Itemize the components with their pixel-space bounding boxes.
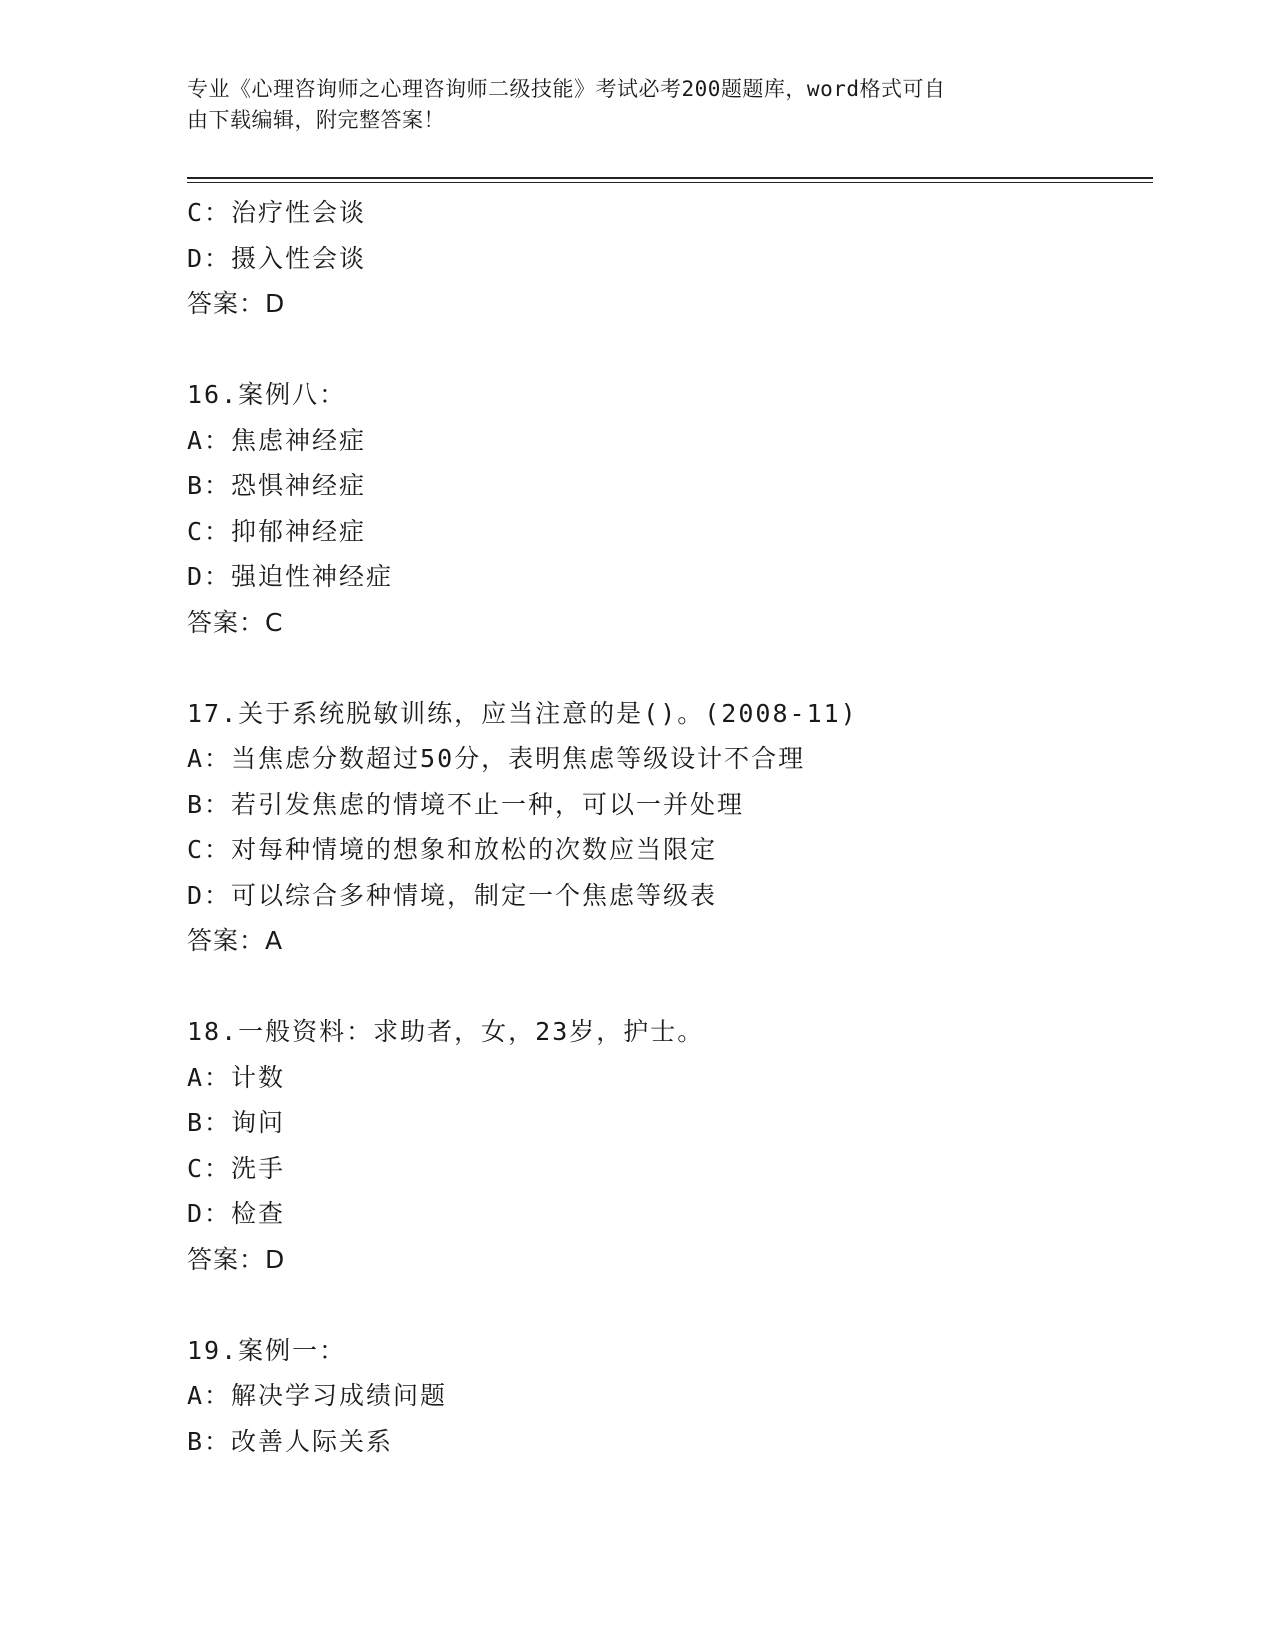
option-d: D：可以综合多种情境，制定一个焦虑等级表 [187, 880, 718, 910]
question-list [187, 190, 1127, 1464]
option-b: B：询问 [187, 1108, 286, 1137]
option-a: A：当焦虑分数超过50分，表明焦虑等级设计不合理 [187, 744, 806, 773]
option-d: D：检查 [187, 1199, 286, 1228]
question-16 [187, 372, 1127, 645]
header-line-2: 由下载编辑，附完整答案！ [187, 108, 445, 132]
option-c: C：抑郁神经症 [187, 516, 367, 546]
question-17 [187, 691, 1127, 964]
answer-line: 答案：D [187, 1244, 286, 1274]
option-a: A：焦虑神经症 [187, 425, 367, 455]
option-c: C：对每种情境的想象和放松的次数应当限定 [187, 835, 718, 864]
spacer [187, 645, 1127, 691]
spacer [187, 964, 1127, 1010]
option-c: C：治疗性会谈 [187, 198, 367, 227]
question-stem: 18.一般资料：求助者，女，23岁，护士。 [187, 1017, 705, 1046]
option-c: C：洗手 [187, 1153, 286, 1183]
option-d: D：摄入性会谈 [187, 243, 367, 273]
option-b: B：若引发焦虑的情境不止一种，可以一并处理 [187, 789, 745, 819]
option-a: A：计数 [187, 1062, 286, 1092]
header-line-1: 专业《心理咨询师之心理咨询师二级技能》考试必考200题题库，word格式可自 [187, 77, 946, 101]
option-a: A：解决学习成绩问题 [187, 1381, 448, 1410]
partial-question [187, 190, 1127, 327]
document-header [187, 74, 1067, 136]
header-divider-thin [187, 182, 1153, 183]
option-b: B：改善人际关系 [187, 1426, 394, 1456]
spacer [187, 1282, 1127, 1328]
option-b: B：恐惧神经症 [187, 471, 367, 500]
question-18 [187, 1009, 1127, 1282]
answer-line: 答案：A [187, 926, 284, 955]
spacer [187, 327, 1127, 373]
option-d: D：强迫性神经症 [187, 562, 394, 591]
question-stem: 16.案例八： [187, 380, 347, 409]
question-stem: 17.关于系统脱敏训练，应当注意的是()。(2008-11) [187, 698, 858, 728]
answer-line: 答案：C [187, 607, 284, 637]
header-divider-thick [187, 177, 1153, 179]
question-stem: 19.案例一： [187, 1335, 347, 1365]
answer-line: 答案：D [187, 289, 286, 318]
question-19 [187, 1328, 1127, 1465]
